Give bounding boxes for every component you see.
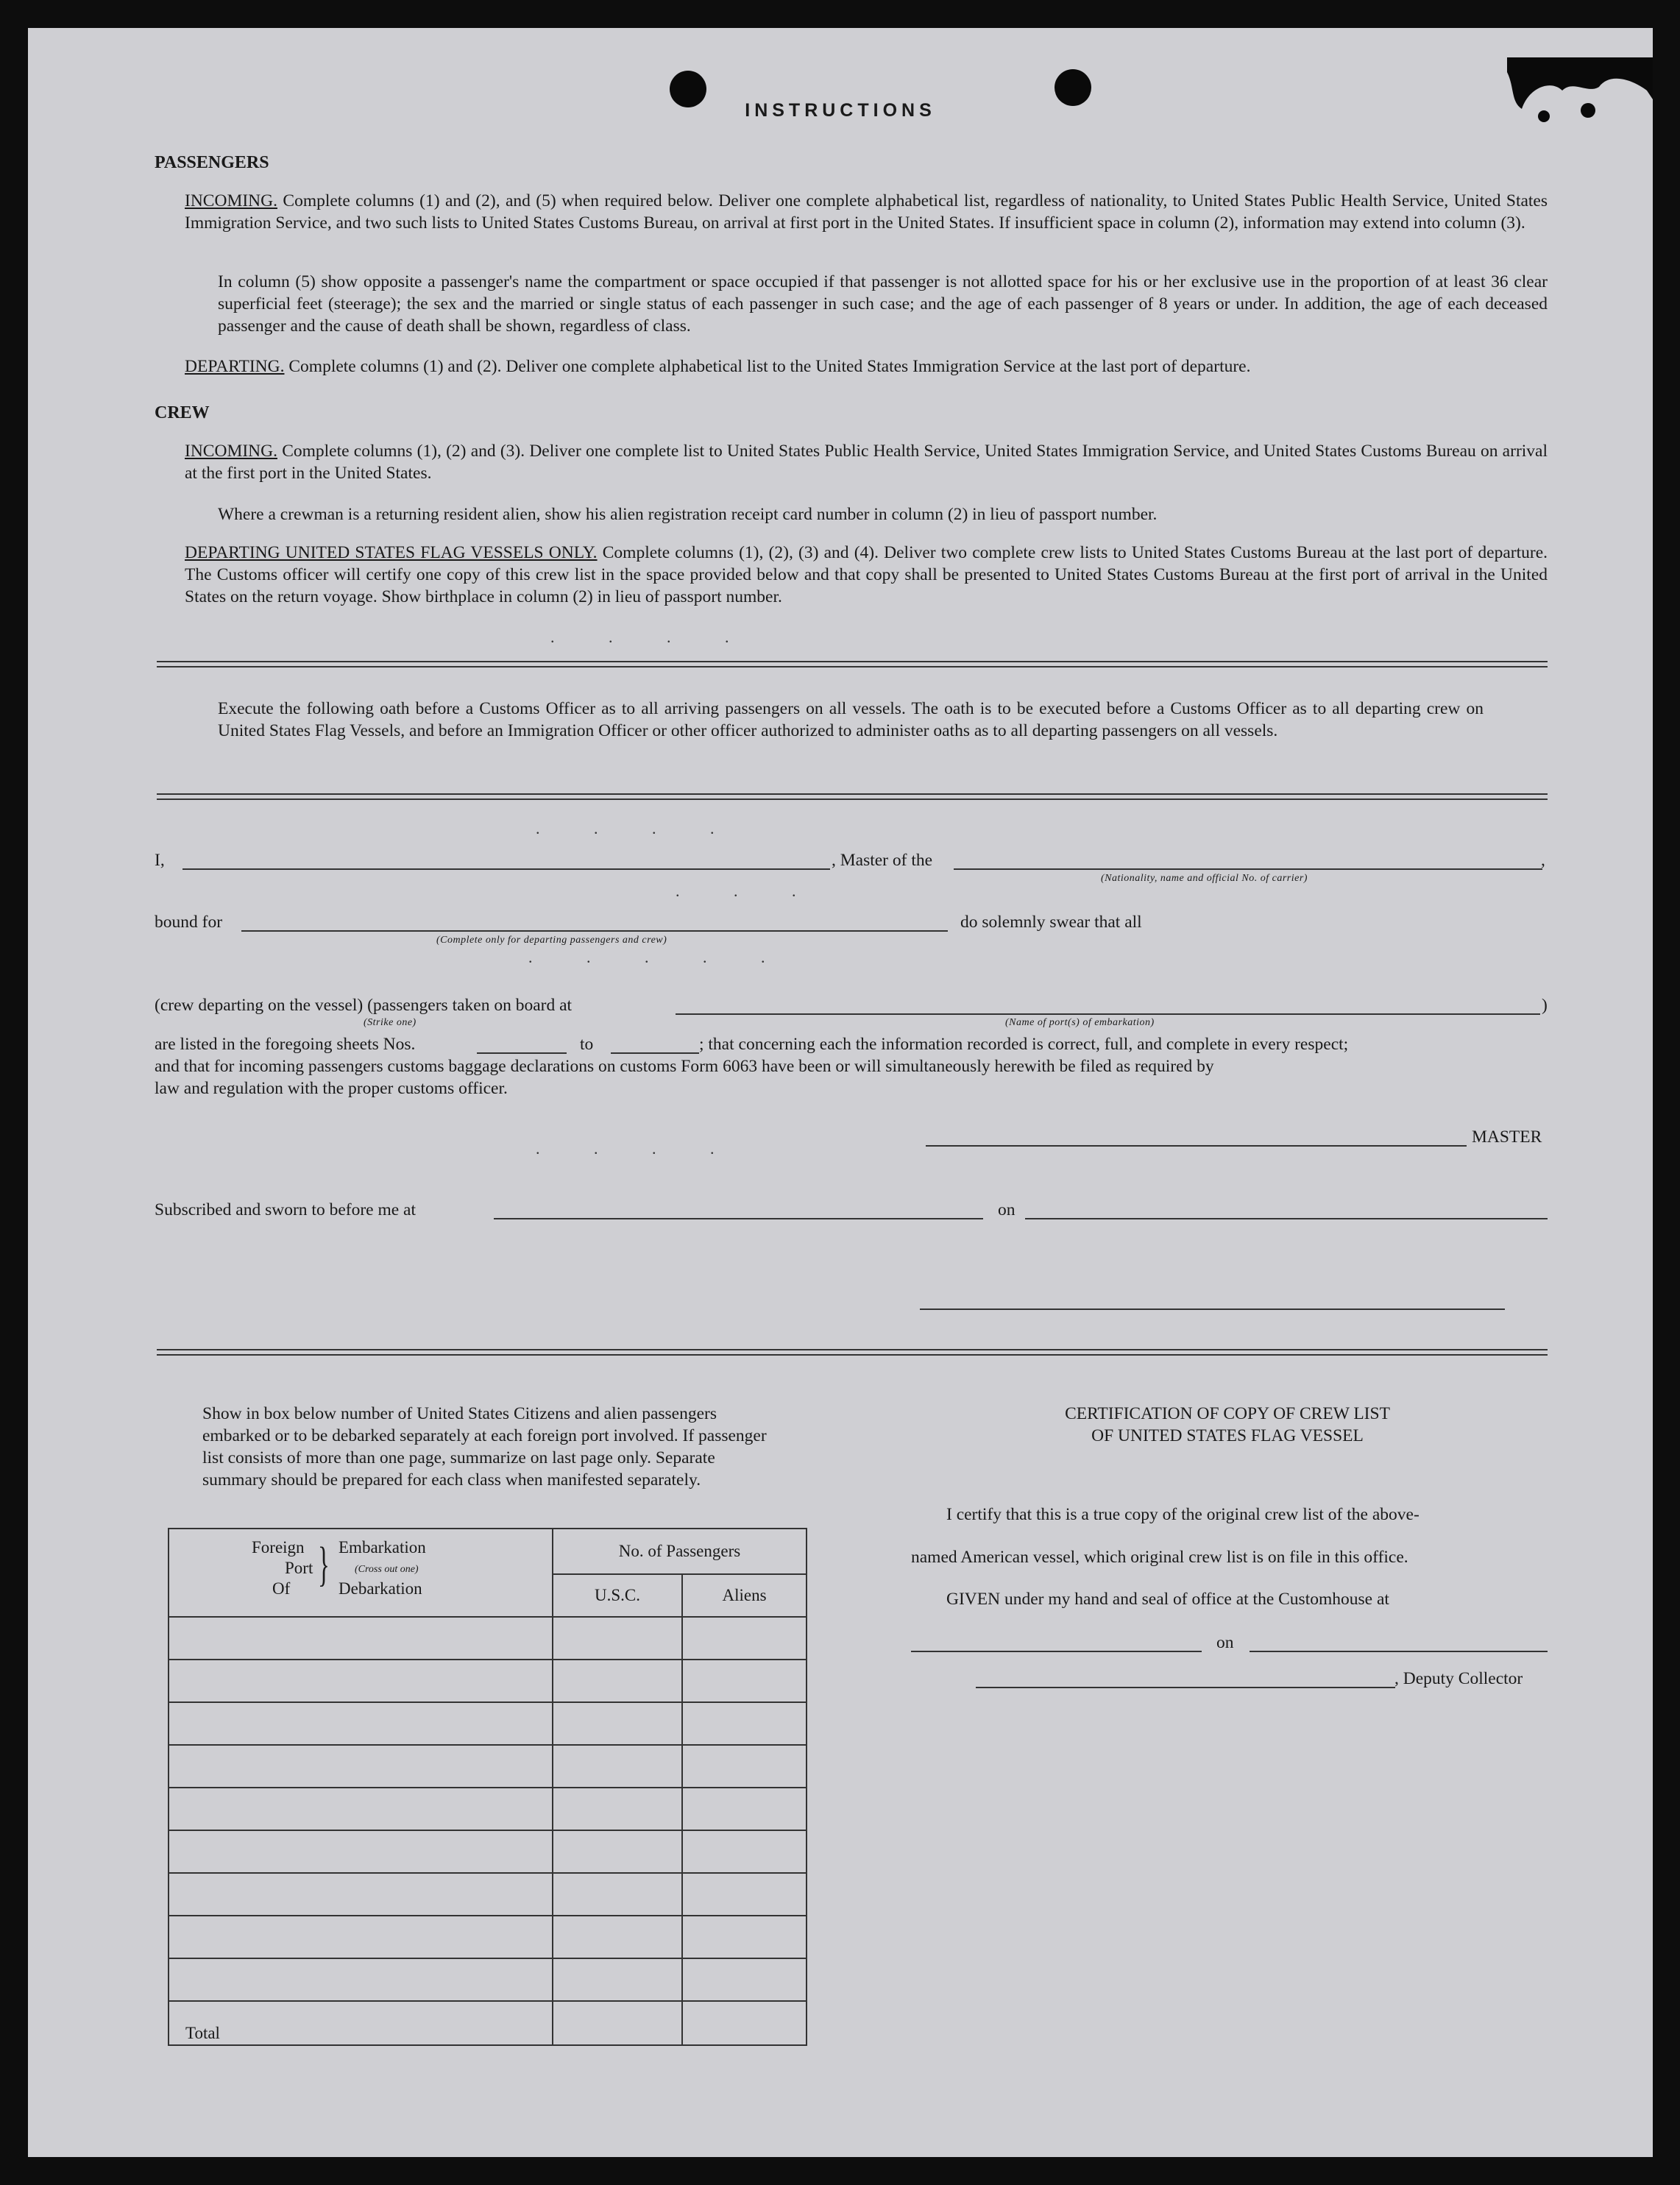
usc-header: U.S.C. [553, 1574, 682, 1617]
departing-text: Complete columns (1) and (2). Deliver one complete alphabetical list to the United States Immigration Service at the last port of departure. [288, 357, 1251, 376]
divider [157, 661, 1548, 667]
usc-cell[interactable] [553, 1745, 682, 1788]
comma: , [1541, 851, 1545, 870]
usc-cell[interactable] [553, 1788, 682, 1830]
crew-heading: CREW [155, 403, 210, 422]
incoming-text: Complete columns (1) and (2), and (5) when required below. Deliver one complete alphabetical list, regardless of nationality, to United States Public Health Service, United States Immigration Service, and two such lists to United States Customs Bureau, on arrival at first port in the United States. If insufficient space in column (2), information may extend into column (3). [185, 191, 1548, 233]
aliens-cell[interactable] [682, 1830, 807, 1873]
aliens-header: Aliens [682, 1574, 807, 1617]
incoming-label: INCOMING. [185, 191, 277, 210]
aliens-cell[interactable] [682, 1788, 807, 1830]
divider [157, 1349, 1548, 1356]
port-cell[interactable] [169, 1873, 553, 1916]
certify-text-line2: named American vessel, which original crew list is on file in this office. [911, 1548, 1408, 1567]
certification-title-line2: OF UNITED STATES FLAG VESSEL [1091, 1426, 1364, 1445]
listed-text-1: are listed in the foregoing sheets Nos. [155, 1035, 416, 1054]
page-title: INSTRUCTIONS [745, 100, 936, 121]
officer-signature-field[interactable] [920, 1308, 1505, 1310]
form-sheet [28, 28, 1653, 2157]
listed-text-2: ; that concerning each the information recorded is correct, full, and complete in every respect; [699, 1035, 1349, 1054]
cert-on-label: on [1216, 1633, 1234, 1652]
passengers-departing-paragraph [185, 355, 1548, 378]
usc-cell[interactable] [553, 1660, 682, 1702]
aliens-cell[interactable] [682, 1617, 807, 1660]
speckle-dots: . . . . [536, 819, 740, 837]
aliens-cell[interactable] [682, 1916, 807, 1958]
table-row [169, 1916, 807, 1958]
passengers-heading: PASSENGERS [155, 153, 269, 172]
total-usc-cell[interactable] [553, 2001, 682, 2045]
debarkation-label: Debarkation [339, 1579, 422, 1598]
table-row [169, 1745, 807, 1788]
port-cell[interactable] [169, 1702, 553, 1745]
customhouse-field[interactable] [911, 1651, 1202, 1652]
port-cell[interactable] [169, 1660, 553, 1702]
summary-instruction: Show in box below number of United States Citizens and alien passengers embarked or to be debarked separately at each foreign port involved. If passenger list consists of more than one page, summarize on last page only. Separate summary should be prepared for each class when manifested separately. [202, 1404, 767, 1490]
speckle-dots: . . . . [550, 628, 754, 646]
close-paren: ) [1542, 996, 1548, 1015]
master-of-label: , Master of the [832, 851, 933, 870]
no-passengers-header: No. of Passengers [553, 1529, 807, 1574]
aliens-cell[interactable] [682, 1873, 807, 1916]
table-row [169, 1617, 807, 1660]
passenger-summary-table [168, 1528, 807, 2046]
master-name-field[interactable] [182, 868, 830, 870]
listed-text-4: law and regulation with the proper customs officer. [155, 1079, 508, 1098]
sworn-on-label: on [998, 1200, 1016, 1219]
subscribed-label: Subscribed and sworn to before me at [155, 1200, 417, 1219]
foreign-label: Foreign [252, 1538, 305, 1557]
brace-icon: } [318, 1537, 330, 1591]
listed-text-3: and that for incoming passengers customs baggage declarations on customs Form 6063 have been or will simultaneously herewith be filed as required by [155, 1057, 1214, 1076]
crew-departing-text: Complete columns (1), (2), (3) and (4). Deliver two complete crew lists to United States Customs Bureau at the last port of departure. The Customs officer will certify one copy of this crew list in the space provided below and that copy shall be presented to United States Customs Bureau at the first port of arrival in the United States on the return voyage. Show birthplace in column (2) in lieu of passport number. [185, 543, 1548, 606]
deputy-label: , Deputy Collector [1394, 1669, 1523, 1688]
oath-i-label: I, [155, 851, 165, 870]
of-label: Of [272, 1579, 291, 1598]
port-cell[interactable] [169, 1745, 553, 1788]
ports-field[interactable] [676, 1013, 1540, 1015]
port-cell[interactable] [169, 1617, 553, 1660]
usc-cell[interactable] [553, 1958, 682, 2001]
bound-for-label: bound for [155, 913, 223, 932]
oath-instruction: Execute the following oath before a Customs Officer as to all arriving passengers on all vessels. The oath is to be executed before a Customs Officer as to all departing crew on United States Flag Vessels, and before an Immigration Officer or other officer authorized to administer oaths as to all departing passengers on all vessels. [218, 699, 1484, 740]
table-row [169, 1788, 807, 1830]
carrier-field[interactable] [954, 868, 1542, 870]
port-cell[interactable] [169, 1916, 553, 1958]
sworn-place-field[interactable] [494, 1218, 983, 1219]
departing-label: DEPARTING. [185, 357, 285, 376]
table-row [169, 1873, 807, 1916]
certify-text-line1: I certify that this is a true copy of the original crew list of the above- [946, 1505, 1420, 1524]
crew-incoming-label: INCOMING. [185, 442, 277, 461]
usc-cell[interactable] [553, 1916, 682, 1958]
aliens-cell[interactable] [682, 1660, 807, 1702]
crew-departing-label: (crew departing on the vessel) (passengers taken on board at [155, 996, 573, 1015]
speckle-dots: . . . . [536, 1139, 740, 1158]
usc-cell[interactable] [553, 1617, 682, 1660]
table-row [169, 1660, 807, 1702]
usc-cell[interactable] [553, 1873, 682, 1916]
cross-out-label: (Cross out one) [355, 1564, 419, 1575]
aliens-cell[interactable] [682, 1745, 807, 1788]
sheet-from-field[interactable] [477, 1052, 567, 1054]
deputy-signature-field[interactable] [976, 1687, 1395, 1688]
port-header-cell [169, 1529, 553, 1617]
nationality-caption: (Nationality, name and official No. of carrier) [1101, 873, 1308, 884]
speckle-dots: . . . . . [528, 948, 790, 966]
table-row [169, 1830, 807, 1873]
divider [157, 793, 1548, 800]
port-cell[interactable] [169, 1788, 553, 1830]
swear-label: do solemnly swear that all [960, 913, 1142, 932]
crew-departing-paragraph [185, 542, 1548, 608]
crew-incoming-paragraph [185, 440, 1548, 484]
sheet-to-field[interactable] [611, 1052, 699, 1054]
master-label: MASTER [1472, 1127, 1542, 1147]
passengers-incoming-paragraph [185, 190, 1548, 234]
certification-title [889, 1403, 1566, 1447]
given-text: GIVEN under my hand and seal of office at the Customhouse at [946, 1590, 1389, 1609]
listed-to: to [580, 1035, 594, 1054]
crew-resident-paragraph: Where a crewman is a returning resident alien, show his alien registration receipt card number in column (2) in lieu of passport number. [218, 505, 1158, 524]
total-label: Total [169, 2001, 553, 2045]
ports-caption: (Name of port(s) of embarkation) [1005, 1017, 1155, 1028]
port-cell[interactable] [169, 1830, 553, 1873]
certification-title-line1: CERTIFICATION OF COPY OF CREW LIST [1065, 1404, 1390, 1423]
torn-corner-mark [1507, 57, 1653, 138]
speckle-dots: . . . [676, 882, 821, 900]
aliens-cell[interactable] [682, 1958, 807, 2001]
total-row [169, 2001, 807, 2045]
sworn-date-field[interactable] [1025, 1218, 1548, 1219]
crew-incoming-text: Complete columns (1), (2) and (3). Deliver one complete list to United States Public Health Service, United States Immigration Service, and United States Customs Bureau on arrival at the first port in the United States. [185, 442, 1548, 483]
port-label: Port [285, 1559, 313, 1577]
usc-cell[interactable] [553, 1702, 682, 1745]
embarkation-label: Embarkation [339, 1538, 426, 1557]
total-aliens-cell[interactable] [682, 2001, 807, 2045]
column5-paragraph: In column (5) show opposite a passenger's name the compartment or space occupied if that passenger is not allotted space for his or her exclusive use in the proportion of at least 36 clear superficial feet (steerage); the sex and the married or single status of each passenger in such case; and the age of each passenger of 8 years or under. In addition, the age of each deceased passenger and the cause of death shall be shown, regardless of class. [218, 272, 1548, 336]
usc-cell[interactable] [553, 1830, 682, 1873]
table-row [169, 1702, 807, 1745]
aliens-cell[interactable] [682, 1702, 807, 1745]
strike-one-caption: (Strike one) [364, 1017, 417, 1028]
table-row [169, 1958, 807, 2001]
master-signature-field[interactable] [926, 1145, 1467, 1147]
bound-for-field[interactable] [241, 930, 948, 932]
cert-date-field[interactable] [1250, 1651, 1548, 1652]
port-cell[interactable] [169, 1958, 553, 2001]
complete-only-caption: (Complete only for departing passengers and crew) [436, 935, 667, 946]
crew-departing-label: DEPARTING UNITED STATES FLAG VESSELS ONLY. [185, 543, 598, 562]
